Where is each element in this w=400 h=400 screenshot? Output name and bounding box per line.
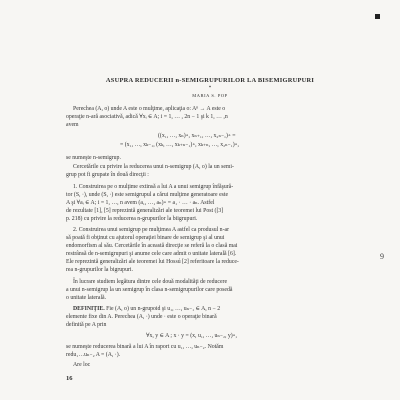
body-line: endomorfism al său. Cercetările în această direcţie se referă la o clasă mai [66,243,238,249]
corner-mark [375,14,380,19]
body-line: o unitate laterală. [66,295,107,301]
body-line: p. 218) cu privire la reducerea n-grupurilor la biigrupuri. [66,216,198,222]
body-line: să poată fi obţinut cu ajutorul operaţiei binare de semigrup şi al unui [66,235,225,241]
paper-title: ASUPRA REDUCERII n-SEMIGRUPURILOR LA BISEMIGRUPURI [105,77,315,84]
definition-label: DEFINIŢIE. [73,306,105,312]
body-line: grup pot fi grupate în două direcţii : [66,172,149,178]
body-line: definită pe A prin [66,322,107,328]
body-line: avem [66,122,79,128]
body-line: de rezultate [1], [5] reprezintă generalizări ale teoremei lui Post ([3] [66,208,224,214]
body-line: se numeşte n-semigrup. [66,155,121,161]
body-line: redu₁…uₙ₋₂ A = (A, ·). [66,352,121,358]
formula-line: = (x₁, …, xₖ₋₁, (xₖ, …, xₖ₊ₙ₋₁)∘, xₖ₊ₙ, …, x₂ₙ₋₁)∘, [120,142,239,148]
body-line: restrânsă de n-semigrupuri şi anume cele care admit o unitate laterală [6]. [66,251,237,257]
body-line: a unui n-semigrup la un semigrup în clasa n-semigrupurilor care posedă [66,287,233,293]
body-line: elemente fixe din A. Perechea (A, ·) unde · este o operaţie binară [66,314,217,320]
title-footnote-mark: * [208,86,212,91]
body-line: Cercetările cu privire la reducerea unui n-semigrup (A, o) la un semi- [73,164,234,170]
body-line: Are loc [73,362,91,368]
definition-line [73,306,220,313]
body-line: rea n-grupurilor la bigrupuri. [66,267,133,273]
margin-mark: 9 [380,252,384,261]
body-line: A şi ∀aᵢ ∈ A; i = 1, …, n avem (a₁, …, aₙ)∘ = a₁ · … · aₙ. Astfel [66,200,215,206]
body-line: 1. Construirea pe o mulţime extinsă a lui A a unui semigrup înfăşură- [73,184,234,190]
body-line: Perechea (A, o) unde A este o mulţime, aplicaţia o: Aⁿ → A este o [73,106,226,112]
body-line: tor (S, ·), unde (S, ·) este semigrupul a cărui mulţime generatoare este [66,192,229,198]
body-line: operaţie n-ară asociativă, adică ∀xᵢ ∈ A; i = 1, … , 2n − 1 şi k 1, … ,n [66,114,228,120]
body-line: 2. Construirea unui semigrup pe mulţimea A astfel ca produsul n-ar [73,227,229,233]
formula-line: ∀x, y ∈ A ; x · y = (x, u₁, …, uₙ₋₂, y)∘, [146,333,237,339]
definition-text: Fie (A, o) un n-grupoid şi u₁, …, uₙ₋₁ ∈ A, n − 2 [104,306,221,312]
author-name: MARIA S. POP [192,93,228,98]
page-number: 16 [66,375,73,382]
body-line: În lucrare studiem legătura dintre cele două modalităţi de reducere [73,279,228,285]
formula-line: ((x₁, …, xₙ)∘, xₙ₊₁, …, x₂ₙ₋₁)∘ = [158,133,236,139]
body-line: Ele reprezintă generalizări ale teoremei lui Hossú [2] referitoare la reduce- [66,259,239,265]
body-line: se numeşte reducerea binară a lui A în raport cu u₁, …, uₙ₋₂. Notăm [66,344,224,350]
